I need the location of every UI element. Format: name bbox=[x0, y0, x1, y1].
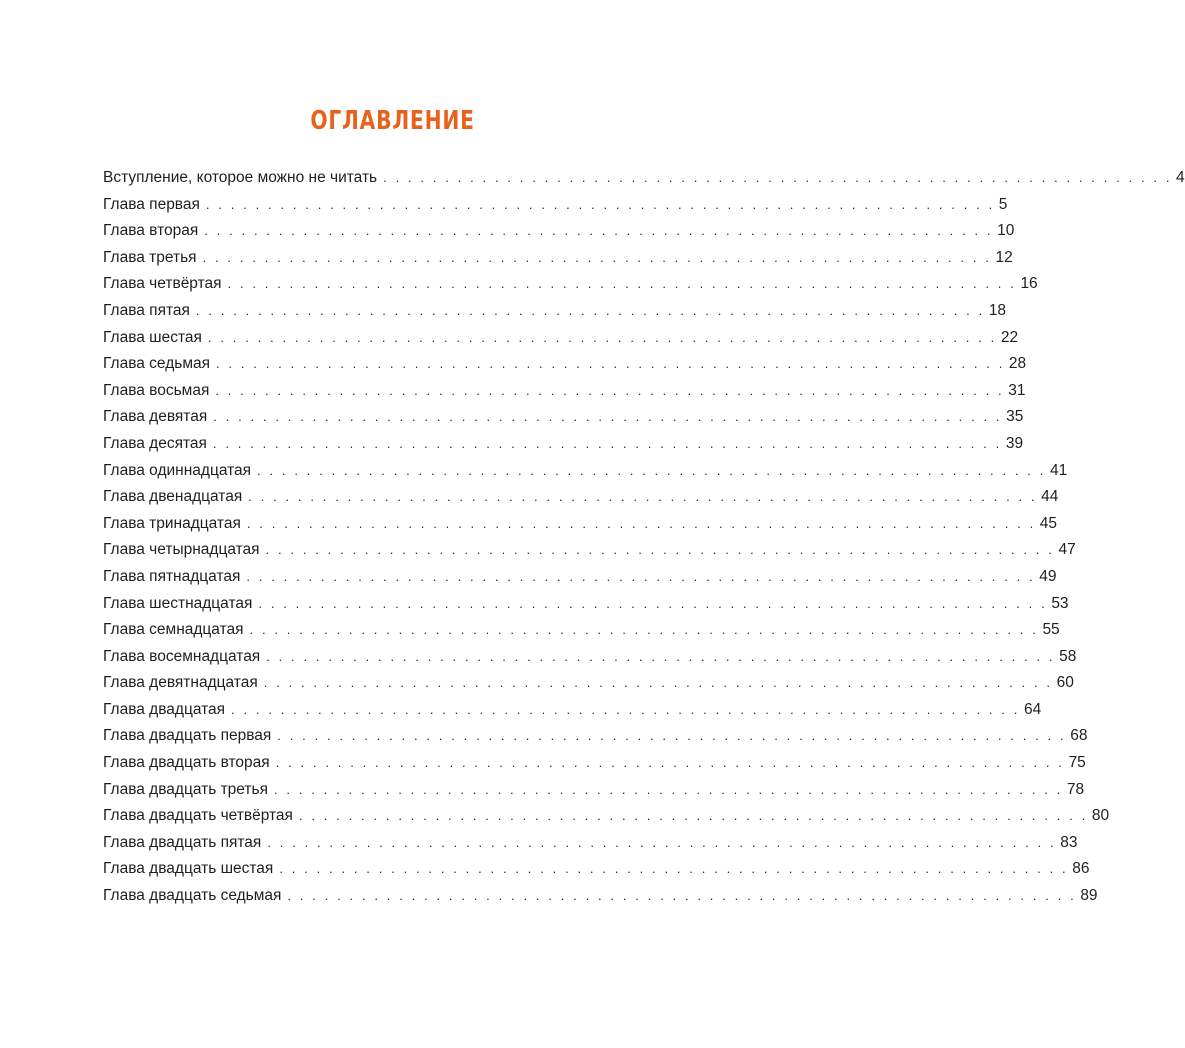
dot-leader: . . . . . . . . . . . . . . . . . . . . . . . . . . . . . . . . . . . . . . . . . . . . . . . . . . . . . . . . . . . . . . . . bbox=[205, 196, 995, 212]
toc-entry-page-number: 5 bbox=[998, 195, 1008, 213]
toc-entry-page-number: 44 bbox=[1041, 488, 1059, 506]
toc-entry-page-number: 83 bbox=[1060, 833, 1078, 851]
dot-leader: . . . . . . . . . . . . . . . . . . . . . . . . . . . . . . . . . . . . . . . . . . . . . . . . . . . . . . . . . . . . . . . . bbox=[298, 808, 1088, 824]
toc-entry-label: Глава девятая bbox=[103, 408, 208, 426]
toc-entry-label: Глава двадцать первая bbox=[103, 727, 272, 745]
dot-leader: . . . . . . . . . . . . . . . . . . . . . . . . . . . . . . . . . . . . . . . . . . . . . . . . . . . . . . . . . . . . . . . . bbox=[248, 489, 1038, 505]
toc-entry-page-number: 31 bbox=[1008, 381, 1026, 399]
toc-entry-label: Глава двадцать шестая bbox=[103, 860, 274, 878]
dot-leader: . . . . . . . . . . . . . . . . . . . . . . . . . . . . . . . . . . . . . . . . . . . . . . . . . . . . . . . . . . . . . . . . bbox=[207, 329, 997, 345]
dot-leader: . . . . . . . . . . . . . . . . . . . . . . . . . . . . . . . . . . . . . . . . . . . . . . . . . . . . . . . . . . . . . . . . bbox=[277, 728, 1067, 744]
toc-entry-page-number: 39 bbox=[1005, 434, 1024, 452]
toc-entry-label: Глава четырнадцатая bbox=[103, 541, 260, 559]
toc-entry-page-number: 12 bbox=[995, 248, 1013, 266]
toc-entry bbox=[103, 697, 1042, 724]
toc-entry-label: Глава восемнадцатая bbox=[103, 647, 261, 665]
dot-leader: . . . . . . . . . . . . . . . . . . . . . . . . . . . . . . . . . . . . . . . . . . . . . . . . . . . . . . . . . . . . . . . . bbox=[231, 701, 1020, 717]
toc-entry-page-number: 16 bbox=[1020, 275, 1038, 293]
toc-entry bbox=[103, 245, 1013, 272]
toc-entry-label: Глава пятая bbox=[103, 301, 190, 319]
toc-entry bbox=[103, 271, 1038, 298]
toc-entry-label: Глава двенадцатая bbox=[103, 488, 243, 506]
toc-entry-label: Глава вторая bbox=[103, 222, 199, 240]
page-title: ОГЛАВЛЕНИЕ bbox=[310, 106, 475, 136]
toc-entry-label: Глава первая bbox=[103, 195, 200, 213]
toc-entry bbox=[103, 351, 1027, 378]
toc-entry-page-number: 89 bbox=[1080, 887, 1098, 905]
toc-entry bbox=[103, 723, 1088, 750]
toc-entry-page-number: 18 bbox=[988, 301, 1007, 319]
toc-entry bbox=[103, 617, 1060, 644]
toc-entry-label: Вступление, которое можно не читать bbox=[103, 169, 378, 186]
toc-entry-label: Глава двадцать третья bbox=[103, 780, 268, 798]
toc-entry-label: Глава двадцатая bbox=[103, 700, 226, 718]
toc-entry bbox=[103, 564, 1057, 591]
toc-entry bbox=[103, 591, 1069, 618]
toc-entry bbox=[103, 484, 1059, 511]
dot-leader: . . . . . . . . . . . . . . . . . . . . . . . . . . . . . . . . . . . . . . . . . . . . . . . . . . . . . . . . . . . . . . . . bbox=[249, 622, 1039, 638]
dot-leader: . . . . . . . . . . . . . . . . . . . . . . . . . . . . . . . . . . . . . . . . . . . . . . . . . . . . . . . . . . . . . . . . bbox=[267, 834, 1057, 850]
toc-entry bbox=[103, 165, 1185, 192]
toc-entry-page-number: 64 bbox=[1023, 700, 1042, 718]
toc-entry-page-number: 68 bbox=[1070, 727, 1088, 745]
toc-entry-label: Глава двадцать пятая bbox=[103, 833, 262, 851]
toc-entry-page-number: 75 bbox=[1068, 754, 1086, 772]
toc-entry bbox=[103, 777, 1085, 804]
dot-leader: . . . . . . . . . . . . . . . . . . . . . . . . . . . . . . . . . . . . . . . . . . . . . . . . . . . . . . . . . . . . . . . . bbox=[246, 515, 1036, 531]
dot-leader: . . . . . . . . . . . . . . . . . . . . . . . . . . . . . . . . . . . . . . . . . . . . . . . . . . . . . . . . . . . . . . . . bbox=[227, 276, 1017, 292]
toc-entry-page-number: 58 bbox=[1059, 647, 1077, 665]
toc-entry-page-number: 41 bbox=[1049, 461, 1068, 479]
toc-entry bbox=[103, 750, 1086, 777]
toc-entry bbox=[103, 856, 1090, 883]
toc-entry bbox=[103, 431, 1024, 458]
dot-leader: . . . . . . . . . . . . . . . . . . . . . . . . . . . . . . . . . . . . . . . . . . . . . . . . . . . . . . . . . . . . . . . . bbox=[258, 595, 1048, 611]
toc-entry bbox=[103, 670, 1074, 697]
toc-entry bbox=[103, 511, 1058, 538]
dot-leader: . . . . . . . . . . . . . . . . . . . . . . . . . . . . . . . . . . . . . . . . . . . . . . . . . . . . . . . . . . . . . . . . bbox=[195, 302, 985, 318]
dot-leader: . . . . . . . . . . . . . . . . . . . . . . . . . . . . . . . . . . . . . . . . . . . . . . . . . . . . . . . . . . . . . . . . bbox=[212, 435, 1002, 451]
toc-entry bbox=[103, 537, 1076, 564]
dot-leader: . . . . . . . . . . . . . . . . . . . . . . . . . . . . . . . . . . . . . . . . . . . . . . . . . . . . . . . . . . . . . . . . bbox=[216, 356, 1005, 372]
dot-leader: . . . . . . . . . . . . . . . . . . . . . . . . . . . . . . . . . . . . . . . . . . . . . . . . . . . . . . . . . . . . . . . . bbox=[265, 542, 1055, 558]
toc-entry bbox=[103, 404, 1024, 431]
toc-entry-label: Глава семнадцатая bbox=[103, 621, 244, 639]
toc-entry bbox=[103, 458, 1068, 485]
toc-entry-page-number: 78 bbox=[1066, 780, 1085, 798]
toc-entry-page-number: 35 bbox=[1006, 408, 1024, 426]
dot-leader: . . . . . . . . . . . . . . . . . . . . . . . . . . . . . . . . . . . . . . . . . . . . . . . . . . . . . . . . . . . . . . . . bbox=[275, 755, 1065, 771]
dot-leader: . . . . . . . . . . . . . . . . . . . . . . . . . . . . . . . . . . . . . . . . . . . . . . . . . . . . . . . . . . . . . . . . bbox=[287, 888, 1077, 904]
toc-entry-label: Глава четвёртая bbox=[103, 275, 222, 293]
toc-entry-page-number: 80 bbox=[1091, 807, 1110, 825]
toc-entry-label: Глава двадцать вторая bbox=[103, 754, 270, 772]
toc-entry-label: Глава пятнадцатая bbox=[103, 567, 241, 585]
toc-entry-label: Глава восьмая bbox=[103, 381, 210, 399]
toc-entry-page-number: 60 bbox=[1056, 674, 1074, 692]
dot-leader: . . . . . . . . . . . . . . . . . . . . . . . . . . . . . . . . . . . . . . . . . . . . . . . . . . . . . . . . . . . . . . . . bbox=[257, 462, 1046, 478]
toc-entry-page-number: 49 bbox=[1039, 567, 1057, 585]
toc-entry-page-number: 86 bbox=[1072, 860, 1090, 878]
toc-entry bbox=[103, 644, 1077, 671]
table-of-contents bbox=[103, 165, 1185, 910]
toc-entry-page-number: 53 bbox=[1051, 594, 1069, 612]
dot-leader: . . . . . . . . . . . . . . . . . . . . . . . . . . . . . . . . . . . . . . . . . . . . . . . . . . . . . . . . . . . . . . . . bbox=[279, 861, 1069, 877]
dot-leader: . . . . . . . . . . . . . . . . . . . . . . . . . . . . . . . . . . . . . . . . . . . . . . . . . . . . . . . . . . . . . . . . bbox=[246, 568, 1036, 584]
toc-entry-label: Глава шестнадцатая bbox=[103, 594, 253, 612]
toc-entry bbox=[103, 378, 1026, 405]
toc-entry-page-number: 10 bbox=[997, 222, 1015, 240]
dot-leader: . . . . . . . . . . . . . . . . . . . . . . . . . . . . . . . . . . . . . . . . . . . . . . . . . . . . . . . . . . . . . . . . bbox=[213, 409, 1003, 425]
toc-entry bbox=[103, 298, 1007, 325]
toc-entry bbox=[103, 218, 1015, 245]
toc-entry-page-number: 45 bbox=[1039, 514, 1058, 532]
dot-leader: . . . . . . . . . . . . . . . . . . . . . . . . . . . . . . . . . . . . . . . . . . . . . . . . . . . . . . . . . . . . . . . . bbox=[215, 382, 1005, 398]
toc-entry-page-number: 4 bbox=[1176, 169, 1185, 186]
toc-entry-label: Глава третья bbox=[103, 248, 197, 266]
toc-entry bbox=[103, 883, 1098, 910]
toc-entry bbox=[103, 830, 1078, 857]
toc-entry-label: Глава тринадцатая bbox=[103, 514, 241, 532]
toc-entry-label: Глава седьмая bbox=[103, 355, 210, 373]
dot-leader: . . . . . . . . . . . . . . . . . . . . . . . . . . . . . . . . . . . . . . . . . . . . . . . . . . . . . . . . . . . . . . . . bbox=[202, 249, 992, 265]
toc-entry-label: Глава девятнадцатая bbox=[103, 674, 258, 692]
dot-leader: . . . . . . . . . . . . . . . . . . . . . . . . . . . . . . . . . . . . . . . . . . . . . . . . . . . . . . . . . . . . . . . . bbox=[204, 223, 994, 239]
dot-leader: . . . . . . . . . . . . . . . . . . . . . . . . . . . . . . . . . . . . . . . . . . . . . . . . . . . . . . . . . . . . . . . . bbox=[383, 170, 1173, 185]
toc-entry-label: Глава двадцать седьмая bbox=[103, 887, 282, 905]
toc-entry-label: Глава шестая bbox=[103, 328, 202, 346]
toc-entry-page-number: 55 bbox=[1042, 621, 1060, 639]
toc-entry-page-number: 47 bbox=[1058, 541, 1076, 559]
toc-entry-page-number: 28 bbox=[1008, 355, 1027, 373]
toc-entry bbox=[103, 192, 1008, 219]
toc-entry-label: Глава двадцать четвёртая bbox=[103, 807, 293, 825]
dot-leader: . . . . . . . . . . . . . . . . . . . . . . . . . . . . . . . . . . . . . . . . . . . . . . . . . . . . . . . . . . . . . . . . bbox=[266, 648, 1056, 664]
toc-entry bbox=[103, 325, 1019, 352]
dot-leader: . . . . . . . . . . . . . . . . . . . . . . . . . . . . . . . . . . . . . . . . . . . . . . . . . . . . . . . . . . . . . . . . bbox=[273, 781, 1063, 797]
dot-leader: . . . . . . . . . . . . . . . . . . . . . . . . . . . . . . . . . . . . . . . . . . . . . . . . . . . . . . . . . . . . . . . . bbox=[263, 675, 1053, 691]
toc-entry-label: Глава одиннадцатая bbox=[103, 461, 252, 479]
toc-entry-page-number: 22 bbox=[1000, 328, 1019, 346]
toc-entry bbox=[103, 803, 1110, 830]
toc-entry-label: Глава десятая bbox=[103, 434, 207, 452]
